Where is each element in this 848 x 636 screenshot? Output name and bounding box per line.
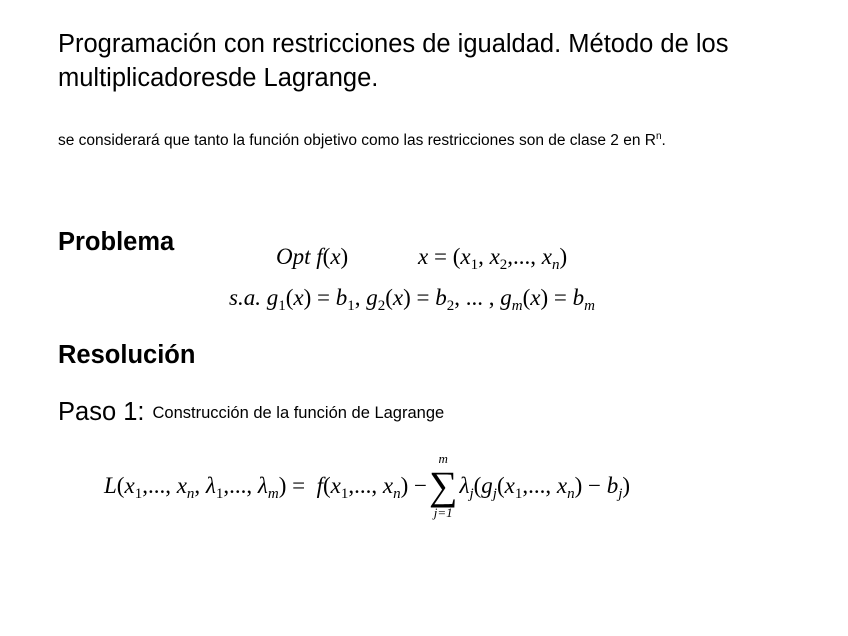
intro-sentence: se considerará que tanto la función objetivo como las restricciones son de clase 2 en R [58, 132, 656, 149]
variable-vector-formula: $x = (x_1$, $x_2$,..., $x_n$) [418, 244, 568, 273]
sum-upper-limit: m [438, 451, 448, 466]
objective-formula: Opt f(x) [276, 244, 349, 269]
intro-text [58, 131, 838, 151]
summation: m ∑ j=1 [428, 451, 458, 520]
intro-superscript: n [655, 131, 662, 142]
lagrange-formula: $L(x_1$,..., $x_n$, $\lambda_1$,..., $\lambda_m) = f(x_1$,..., $x_n$) − m ∑ j=1 $\lambda_j(g_j(x_1$,..., $x_n) - b_j$) [104, 451, 631, 520]
step1-row [58, 397, 444, 428]
intro-period: . [661, 132, 666, 149]
sum-lower-limit: j=1 [433, 505, 453, 520]
step1-label: Paso 1: [58, 398, 145, 426]
constraints-formula: s.a. $g_1(x) = b_1$, $g_2(x) = b_2$, ... , $g_m(x) = b_m$ [229, 285, 595, 314]
page-title: Programación con restricciones de igualdad. Método de los multiplicadoresde Lagrange. [58, 30, 729, 92]
problem-heading: Problema [58, 228, 175, 256]
resolution-heading: Resolución [58, 341, 196, 369]
step1-description: Construcción de la función de Lagrange [152, 404, 445, 422]
